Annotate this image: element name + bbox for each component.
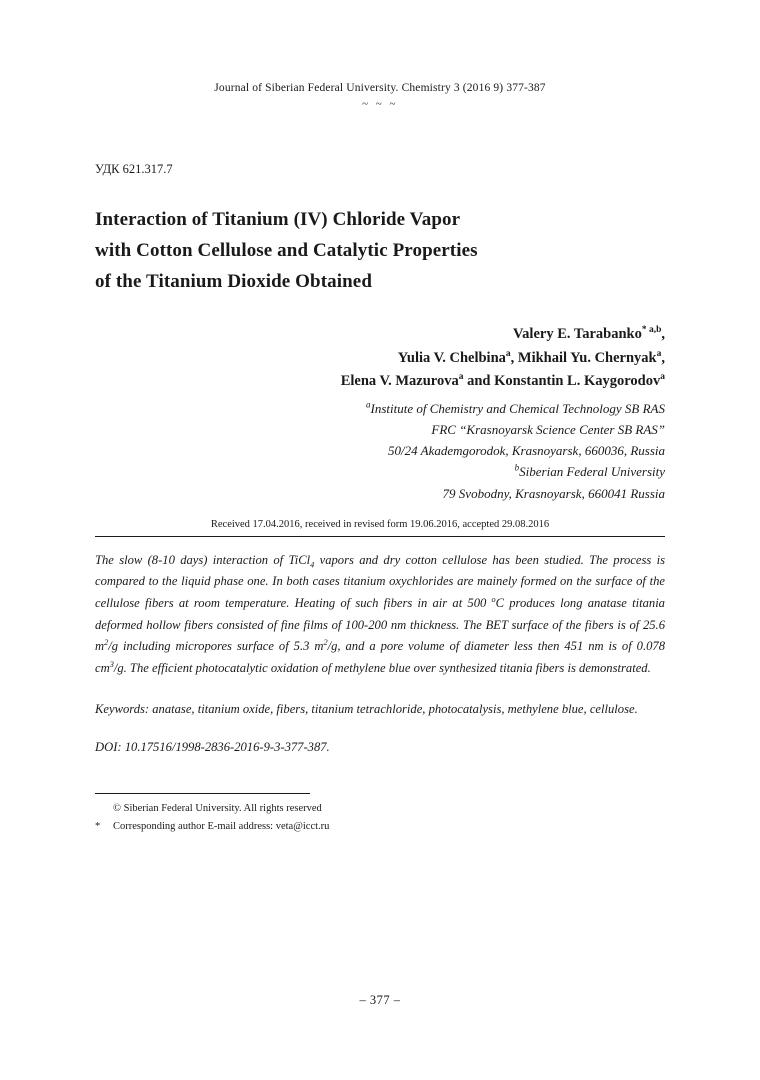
author-affil-marker: a <box>505 348 511 359</box>
author-separator: , <box>510 349 518 366</box>
affiliation-item <box>95 398 665 419</box>
affiliation-marker: a <box>365 399 371 410</box>
ornament-tildes: ~ ~ ~ <box>362 98 398 110</box>
title-line-3: of the Titanium Dioxide Obtained <box>95 270 372 292</box>
author-separator: and <box>463 373 495 390</box>
corresponding-author-note <box>95 818 665 836</box>
author-line-2 <box>95 347 665 370</box>
author-name: Mikhail Yu. Chernyak <box>517 349 657 366</box>
affiliation-item <box>95 461 665 482</box>
received-dates: Received 17.04.2016, received in revised form 19.06.2016, accepted 29.08.2016 <box>210 518 550 530</box>
udc-code: УДК 621.317.7 <box>95 162 173 176</box>
copyright-notice: © Siberian Federal University. All rights reserved <box>113 803 322 815</box>
abstract-text: C produces long anatase titania deformed hollow fibers consisted of fine films of 100-200 nm thickness. The BET surface of the fibers is of 25.6 m <box>95 596 665 654</box>
footnote-marker: * <box>95 821 101 833</box>
page-title <box>95 205 665 297</box>
author-name: Valery E. Tarabanko <box>513 326 642 343</box>
abstract-text: /g. The efficient photocatalytic oxidation of methylene blue over synthesized titania fibers is demonstrated. <box>113 660 651 675</box>
author-separator: , <box>661 349 665 366</box>
abstract-text: The slow (8-10 days) interaction of TiCl <box>95 552 311 567</box>
affiliation-text: FRC “Krasnoyarsk Science Center SB RAS” <box>431 421 665 437</box>
abstract-superscript: 3 <box>109 659 114 669</box>
abstract-superscript: o <box>491 594 496 604</box>
abstract-subscript: 4 <box>310 560 315 570</box>
author-name: Elena V. Mazurova <box>340 373 459 390</box>
author-affil-marker: a <box>660 372 665 383</box>
affiliation-item <box>95 440 665 461</box>
author-name: Yulia V. Chelbina <box>397 349 506 366</box>
title-line-1: Interaction of Titanium (IV) Chloride Vapor <box>95 209 461 230</box>
keywords: Keywords: anatase, titanium oxide, fibers, titanium tetrachloride, photocatalysis, methylene blue, cellulose. <box>95 701 638 716</box>
affiliation-text: 79 Svobodny, Krasnoyarsk, 660041 Russia <box>442 485 665 501</box>
divider-rule <box>95 536 665 537</box>
author-separator: , <box>661 326 665 343</box>
affiliation-item <box>95 419 665 440</box>
footnote-divider <box>95 793 310 794</box>
corresponding-author-text: Corresponding author E-mail address: veta@icct.ru <box>113 821 330 833</box>
author-affil-marker: a <box>656 348 662 359</box>
affiliation-list <box>95 398 665 504</box>
abstract <box>95 550 665 680</box>
abstract-text: /g, and a pore volume of diameter less then 451 nm is of 0.078 cm <box>95 639 665 675</box>
abstract-text: vapors and dry cotton cellulose has been studied. The process is compared to the liquid phase one. In both cases titanium oxychlorides are mainely formed on the surface of the cellulose fibers at room temperature. Heating of such fibers in air at 500 <box>95 552 665 610</box>
running-head: Journal of Siberian Federal University. Chemistry 3 (2016 9) 377-387 <box>214 82 546 94</box>
abstract-superscript: 2 <box>104 638 109 648</box>
author-affil-marker: a <box>458 372 464 383</box>
affiliation-marker: b <box>514 462 520 473</box>
affiliation-item <box>95 483 665 504</box>
author-list <box>95 323 665 393</box>
page-number: – 377 – <box>359 993 401 1007</box>
footnote-block <box>95 793 665 836</box>
author-line-1 <box>95 323 665 346</box>
affiliation-text: Institute of Chemistry and Chemical Technology SB RAS <box>370 400 665 416</box>
doi: DOI: 10.17516/1998-2836-2016-9-3-377-387. <box>95 740 330 755</box>
author-affil-marker: * a,b <box>641 325 662 336</box>
affiliation-text: 50/24 Akademgorodok, Krasnoyarsk, 660036, Russia <box>388 443 665 459</box>
affiliation-text: Siberian Federal University <box>519 464 665 480</box>
abstract-superscript: 2 <box>323 638 328 648</box>
author-name: Konstantin L. Kaygorodov <box>494 373 661 390</box>
author-line-3 <box>95 370 665 393</box>
abstract-text: /g including micropores surface of 5.3 m <box>108 639 324 654</box>
title-line-2: with Cotton Cellulose and Catalytic Properties <box>95 239 478 261</box>
